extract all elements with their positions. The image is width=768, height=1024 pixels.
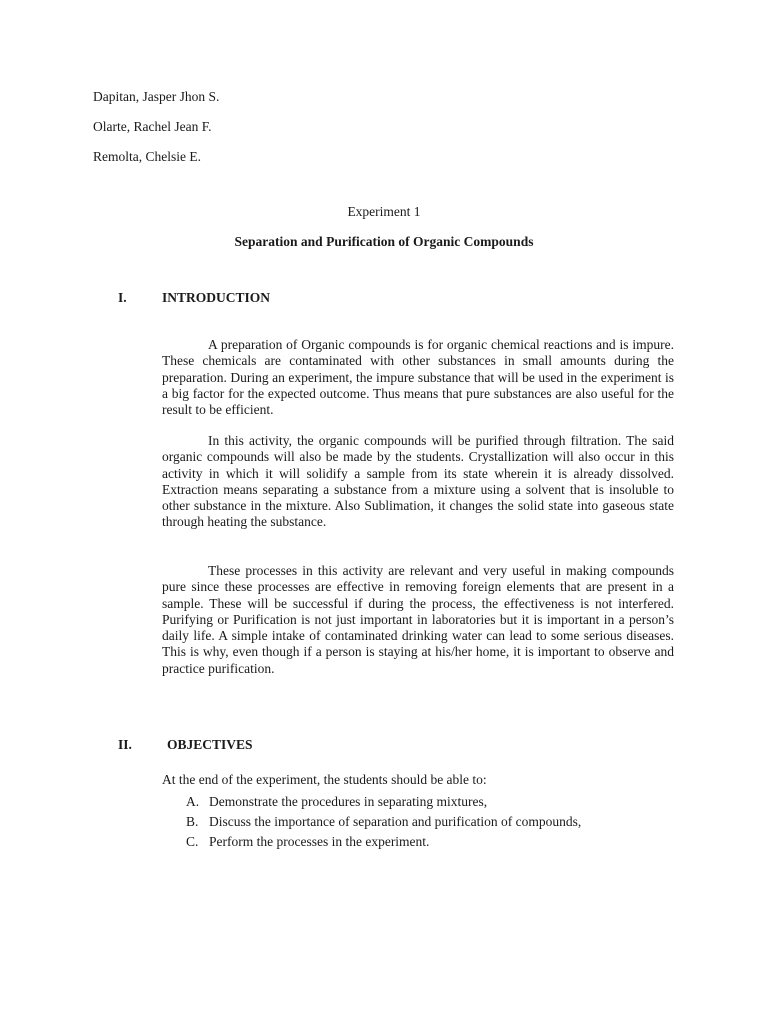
- author-name: Olarte, Rachel Jean F.: [93, 119, 212, 134]
- paragraph-text: In this activity, the organic compounds will be purified through filtration. The said organic compounds will also be made by the students. Crystallization will also occur in this activity in which it will solidify a sample from its state wherein it is already dissolved. Extraction means separating a substance from a mixture using a solvent that is insoluble to other substance in the mixture. Also Sublimation, it changes the solid state into gaseous state through heating the substance.: [162, 433, 674, 530]
- experiment-title: Separation and Purification of Organic Compounds: [234, 234, 534, 249]
- paragraph-text: These processes in this activity are relevant and very useful in making compounds pure since these processes are effective in removing foreign elements that are present in a sample. These will be successful if during the process, the effectiveness is not interfered. Purifying or Purification is not just important in laboratories but it is important in a person’s daily life. A simple intake of contaminated drinking water can lead to some serious diseases. This is why, even though if a person is staying at his/her home, it is important to observe and practice purification.: [162, 563, 674, 676]
- author-name: Remolta, Chelsie E.: [93, 149, 201, 164]
- introduction-heading: [118, 290, 270, 306]
- intro-paragraph: [162, 433, 674, 531]
- list-item: [186, 812, 581, 832]
- list-letter: B.: [186, 814, 199, 829]
- list-item-text: Demonstrate the procedures in separating mixtures,: [209, 794, 488, 809]
- objectives-heading: [118, 737, 253, 753]
- author-name: Dapitan, Jasper Jhon S.: [93, 89, 220, 104]
- list-item: [186, 792, 581, 812]
- intro-paragraph: [162, 337, 674, 418]
- section-title: OBJECTIVES: [167, 737, 253, 752]
- experiment-number: Experiment 1: [347, 204, 421, 219]
- paragraph-text: A preparation of Organic compounds is for organic chemical reactions and is impure. These chemicals are contaminated with other substances in small amounts during the preparation. During an experiment, the impure substance that will be used in the experiment is a big factor for the expected outcome. Thus means that pure substances are also useful for the result to be efficient.: [162, 337, 674, 418]
- list-item-text: Discuss the importance of separation and purification of compounds,: [209, 814, 582, 829]
- list-letter: C.: [186, 834, 199, 849]
- section-title: INTRODUCTION: [162, 290, 271, 305]
- section-numeral: I.: [118, 290, 127, 305]
- list-item-text: Perform the processes in the experiment.: [209, 834, 430, 849]
- intro-paragraph: [162, 563, 674, 677]
- list-item: [186, 832, 581, 852]
- objectives-list: [186, 792, 581, 852]
- list-letter: A.: [186, 794, 200, 809]
- objectives-intro: At the end of the experiment, the students should be able to:: [162, 772, 487, 787]
- section-numeral: II.: [118, 737, 132, 752]
